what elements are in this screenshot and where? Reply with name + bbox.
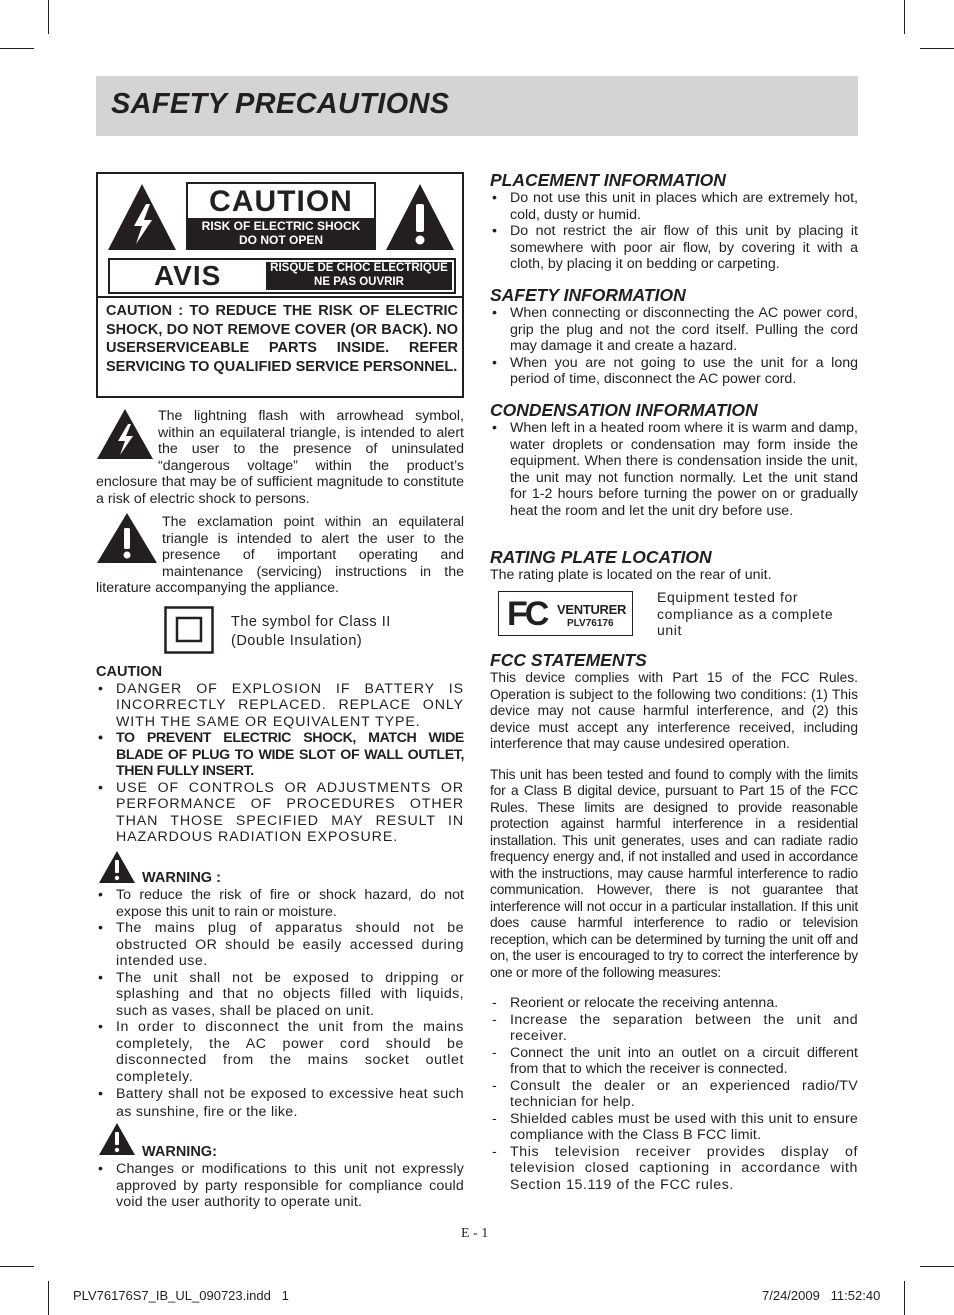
avis-word: AVIS <box>154 260 222 291</box>
page-title: SAFETY PRECAUTIONS <box>111 88 450 120</box>
fcc-section <box>490 650 858 1193</box>
list-item: • When you are not going to use the unit for a long period of time, disconnect the AC power cord. <box>490 355 858 388</box>
exclamation-triangle-icon <box>384 182 456 252</box>
avis-sub-line: RISQUE DE CHOC ELÉCTRIQUE <box>270 262 448 274</box>
fcc-paragraph: This unit has been tested and found to comply with the limits for a Class B digital device, pursuant to Part 15 of the FCC Rules. These limits are designed to provide reasonable protection against harmful interference in a residential installation. This unit generates, uses and can radiate radio frequency energy and, if not installed and used in accordance with the instructions, may cause harmful interference to radio communication. However, there is not guarantee that interference will not occur in a particular installation. If this unit does cause harmful interference to radio or television reception, which can be determined by turning the unit off and on, the user is encouraged to try to correct the interference by one or more of the following measures: <box>490 766 858 980</box>
list-item: • To reduce the risk of fire or shock hazard, do not expose this unit to rain or moisture. <box>96 887 464 920</box>
avis-subtext <box>266 262 452 290</box>
list-item: • The mains plug of apparatus should not be obstructed OR should be easily accessed during intended use. <box>96 920 464 970</box>
caution-heading: CAUTION <box>96 664 163 680</box>
divider <box>98 296 462 298</box>
list-item: - Increase the separation between the unit and receiver. <box>490 1012 858 1045</box>
section-heading: PLACEMENT INFORMATION <box>490 170 726 190</box>
fcc-logo-mark: FC <box>507 595 547 633</box>
lightning-explanation <box>96 408 464 507</box>
list-item: • When connecting or disconnecting the AC power cord, grip the plug and not the cord itself. Pulling the cord may damage it and create a hazard. <box>490 305 858 355</box>
warning-list <box>96 1161 464 1211</box>
rating-text: The rating plate is located on the rear of unit. <box>490 567 772 583</box>
caution-sub-line: RISK OF ELECTRIC SHOCK <box>201 219 361 233</box>
caution-list <box>96 681 464 846</box>
caution-warning-text: CAUTION : TO REDUCE THE RISK OF ELECTRIC SHOCK, DO NOT REMOVE COVER (OR BACK). NO USERSERVICEABLE PARTS INSIDE. REFER SERVICING TO QUALIFIED SERVICE PERSONNEL. <box>106 303 458 375</box>
model-number: PLV76176 <box>567 618 614 629</box>
footer-timestamp: 7/24/2009 11:52:40 <box>762 1288 881 1303</box>
list-item: • DANGER OF EXPLOSION IF BATTERY IS INCORRECTLY REPLACED. REPLACE ONLY WITH THE SAME OR EQUIVALENT TYPE. <box>96 681 464 731</box>
lightning-text: The lightning flash with arrowhead symbol, within an equilateral triangle, is intended to alert the user to the presence of uninsulated “dangerous voltage” within the product’s enclosure that may be of sufficient magnitude to constitute a risk of electric shock to persons. <box>96 408 464 507</box>
float-spacer <box>96 514 162 580</box>
caution-word: CAUTION <box>209 185 353 218</box>
condensation-section <box>490 400 858 519</box>
placement-section <box>490 170 858 273</box>
page-number: E - 1 <box>461 1226 489 1241</box>
warning-section <box>96 1161 464 1211</box>
fcc-measures-list <box>490 995 858 1193</box>
section-heading: CONDENSATION INFORMATION <box>490 400 758 420</box>
list-item: • Battery shall not be exposed to excessive heat such as sunshine, fire or the like. <box>96 1085 464 1121</box>
list-item: • When left in a heated room where it is warm and damp, water droplets or condensation may form inside the equipment. When there is condensation inside the unit, the unit may not function normally. Let the unit stand for 1-2 hours before turning the power on or gradually heat the room and let the unit dry before use. <box>490 420 858 519</box>
list-item: • Do not restrict the air flow of this unit by placing it somewhere with poor air flow, by covering it with a cloth, by placing it on bedding or carpeting. <box>490 223 858 273</box>
rating-section <box>490 547 858 584</box>
class-ii-text: The symbol for Class II (Double Insulation) <box>231 614 391 649</box>
safety-section <box>490 285 858 388</box>
crop-mark <box>920 48 954 49</box>
exclamation-text: The exclamation point within an equilateral triangle is intended to alert the user to the presence of important operating and maintenance (servicing) instructions in the literature accompanying the appliance. <box>96 514 464 596</box>
warning-list <box>96 887 464 1121</box>
lightning-triangle-icon <box>106 182 178 252</box>
avis-sub-line: NE PAS OUVRIR <box>314 275 404 288</box>
fcc-paragraph: This device complies with Part 15 of the FCC Rules. Operation is subject to the following two conditions: (1) This device may not cause harmful interference, and (2) this device must accept any interference received, including interference that may cause undesired operation. <box>490 670 858 751</box>
crop-mark <box>48 1281 49 1315</box>
safety-list <box>490 305 858 388</box>
list-item: • The unit shall not be exposed to dripping or splashing and that no objects filled with liquids, such as vases, shall be placed on unit. <box>96 970 464 1020</box>
caution-subtext <box>188 218 374 248</box>
brand-name: VENTURER <box>557 602 627 617</box>
list-item: • Do not use this unit in places which are extremely hot, cold, dusty or humid. <box>490 190 858 223</box>
fcc-logo <box>498 591 633 636</box>
exclamation-explanation <box>96 514 464 597</box>
list-item: - Reorient or relocate the receiving antenna. <box>490 995 858 1012</box>
crop-mark <box>0 48 34 49</box>
list-item: • In order to disconnect the unit from the mains completely, the AC power cord should be disconnected from the mains socket outlet completely. <box>96 1019 464 1085</box>
warning-triangle-icon <box>98 1122 136 1156</box>
crop-mark <box>920 1266 954 1267</box>
warning-heading: WARNING: <box>142 1144 217 1160</box>
footer-filename: PLV76176S7_IB_UL_090723.indd 1 <box>73 1288 289 1303</box>
condensation-list <box>490 420 858 519</box>
crop-mark <box>904 0 905 34</box>
list-item: - This television receiver provides display of television closed captioning in accordance with Section 15.119 of the FCC rules. <box>490 1144 858 1194</box>
crop-mark <box>0 1266 34 1267</box>
float-spacer <box>96 408 158 474</box>
section-heading: RATING PLATE LOCATION <box>490 547 712 567</box>
warning-heading: WARNING : <box>142 870 221 886</box>
list-item: - Shielded cables must be used with this unit to ensure compliance with the Class B FCC limit. <box>490 1111 858 1144</box>
list-item: • Changes or modifications to this unit not expressly approved by party responsible for compliance could void the user authority to operate unit. <box>96 1161 464 1211</box>
compliance-text: Equipment tested for compliance as a complete unit <box>657 589 834 638</box>
title-bar <box>96 76 858 136</box>
class-ii-double-square-icon <box>164 606 214 654</box>
crop-mark <box>48 0 49 34</box>
avis-banner <box>108 258 456 294</box>
placement-list <box>490 190 858 273</box>
warning-section <box>96 887 464 1121</box>
caution-label-box <box>96 172 464 398</box>
list-item: • TO PREVENT ELECTRIC SHOCK, MATCH WIDE BLADE OF PLUG TO WIDE SLOT OF WALL OUTLET, THEN FULLY INSERT. <box>96 730 464 780</box>
list-item: - Connect the unit into an outlet on a circuit different from that to which the receiver is connected. <box>490 1045 858 1078</box>
caution-sub-line: DO NOT OPEN <box>238 233 323 247</box>
section-heading: FCC STATEMENTS <box>490 650 647 670</box>
caution-section <box>96 664 464 846</box>
caution-banner <box>186 182 376 250</box>
section-heading: SAFETY INFORMATION <box>490 285 686 305</box>
crop-mark <box>904 1281 905 1315</box>
list-item: • USE OF CONTROLS OR ADJUSTMENTS OR PERFORMANCE OF PROCEDURES OTHER THAN THOSE SPECIFIED MAY RESULT IN HAZARDOUS RADIATION EXPOSURE. <box>96 780 464 846</box>
warning-triangle-icon <box>98 850 136 884</box>
list-item: - Consult the dealer or an experienced radio/TV technician for help. <box>490 1078 858 1111</box>
